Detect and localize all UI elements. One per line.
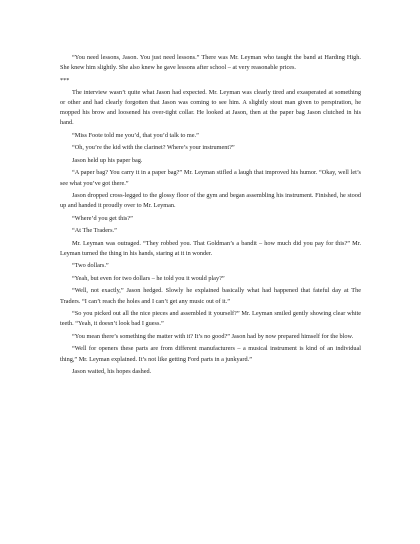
paragraph: “So you picked out all the nice pieces and assembled it yourself?” Mr. Leyman smiled gently showing clear white teeth. “Yeah, it doesn’t look bad I guess.”: [60, 310, 361, 328]
paragraph: “Oh, you’re the kid with the clarinet? Where’s your instrument?”: [72, 144, 235, 152]
body-text: [60, 53, 361, 380]
paragraph: “Two dollars.”: [72, 262, 109, 270]
paragraph: “Yeah, but even for two dollars – he told you it would play?”: [72, 274, 225, 282]
paragraph: “Well for openers these parts are from different manufacturers – a musical instrument is kind of an individual thing,” Mr. Leyman explained. It’s not like getting Ford parts in a junkyard.”: [60, 345, 361, 363]
paragraph: Mr. Leyman was outraged. “They robbed you. That Goldman’s a bandit – how much did you pay for this?” Mr. Leyman turned the thing in his hands, staring at it in wonder.: [60, 239, 361, 257]
paragraph: “Where’d you get this?”: [72, 214, 133, 222]
paragraph: “Miss Foote told me you’d, that you’d talk to me.”: [72, 131, 199, 139]
paragraph: “Well, not exactly,” Jason hedged. Slowly he explained basically what had happened that fateful day at The Traders. “I can’t reach the holes and I can’t get any music out of it.”: [60, 287, 361, 305]
paragraph: “A paper bag? You carry it in a paper bag?” Mr. Leyman stifled a laugh that improved his humor. “Okay, well let’s see what you’ve got there.”: [60, 169, 361, 187]
paragraph: “You need lessons, Jason. You just need lessons.” There was Mr. Leyman who taught the band at Harding High. She knew him slightly. She also knew he gave lessons after school – at very reasonable prices.: [60, 54, 361, 72]
paragraph: “You mean there’s something the matter with it? It’s no good?” Jason had by now prepared himself for the blow.: [72, 332, 354, 340]
paragraph: Jason waited, his hopes dashed.: [72, 368, 152, 376]
section-separator: ***: [60, 76, 70, 84]
paragraph: “At The Traders.”: [72, 227, 117, 235]
paragraph: The interview wasn’t quite what Jason had expected. Mr. Leyman was clearly tired and exasperated at something or other and had clearly forgotten that Jason was coming to see him. A slightly stout man given to perspiration, he mopped his brow and loosened his over-tight collar. He looked at Jason, then at the paper bag Jason clutched in his hand.: [60, 88, 361, 127]
paragraph: Jason held up his paper bag.: [72, 156, 143, 164]
paragraph: Jason dropped cross-legged to the glossy floor of the gym and began assembling his instrument. Finished, he stood up and handed it proudly over to Mr. Leyman.: [60, 192, 361, 210]
